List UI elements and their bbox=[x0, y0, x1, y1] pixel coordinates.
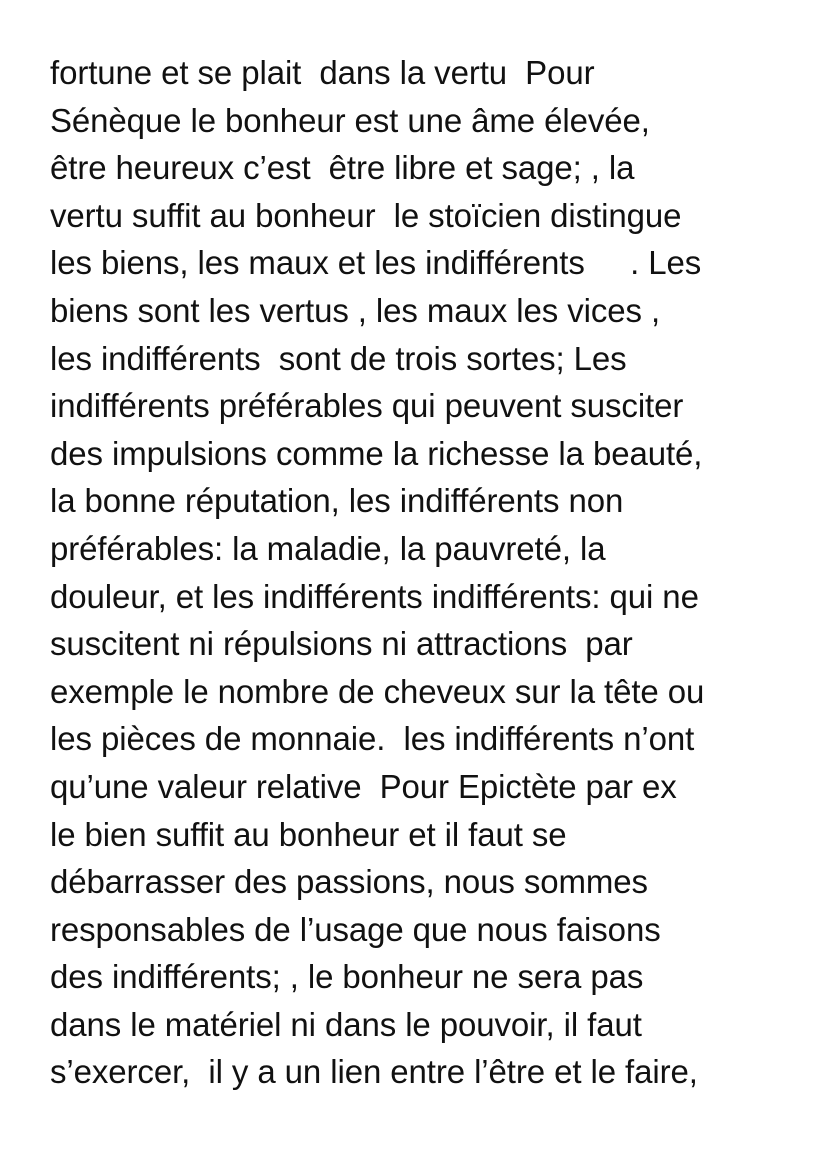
text-line: être heureux c’est être libre et sage; , la bbox=[50, 149, 635, 187]
text-line: vertu suffit au bonheur le stoïcien distingue bbox=[50, 196, 682, 234]
text-line: débarrasser des passions, nous sommes bbox=[50, 863, 648, 901]
text-line: biens sont les vertus , les maux les vices , bbox=[50, 291, 661, 329]
text-line: responsables de l’usage que nous faisons bbox=[50, 910, 661, 948]
text-line: des impulsions comme la richesse la beauté, bbox=[50, 434, 703, 472]
text-line: fortune et se plait dans la vertu Pour bbox=[50, 54, 595, 91]
text-line: préférables: la maladie, la pauvreté, la bbox=[50, 529, 606, 567]
text-line: suscitent ni répulsions ni attractions par bbox=[50, 625, 633, 663]
text-line: des indifférents; , le bonheur ne sera pas bbox=[50, 958, 644, 996]
text-line: indifférents préférables qui peuvent susciter bbox=[50, 387, 684, 425]
text-line: s’exercer, il y a un lien entre l’être et le faire, bbox=[50, 1053, 698, 1091]
text-line: dans le matériel ni dans le pouvoir, il faut bbox=[50, 1005, 642, 1043]
text-line: les pièces de monnaie. les indifférents n’ont bbox=[50, 720, 695, 758]
text-line: le bien suffit au bonheur et il faut se bbox=[50, 815, 567, 853]
text-line: douleur, et les indifférents indifférents: qui ne bbox=[50, 577, 699, 615]
text-line: les biens, les maux et les indifférents . Les bbox=[50, 244, 702, 282]
text-line: Sénèque le bonheur est une âme élevée, bbox=[50, 101, 650, 139]
text-line: la bonne réputation, les indifférents non bbox=[50, 482, 624, 520]
body-text bbox=[50, 49, 820, 1096]
text-line: qu’une valeur relative Pour Epictète par ex bbox=[50, 767, 677, 805]
text-line: exemple le nombre de cheveux sur la tête ou bbox=[50, 672, 705, 710]
text-line: les indifférents sont de trois sortes; Les bbox=[50, 339, 627, 377]
